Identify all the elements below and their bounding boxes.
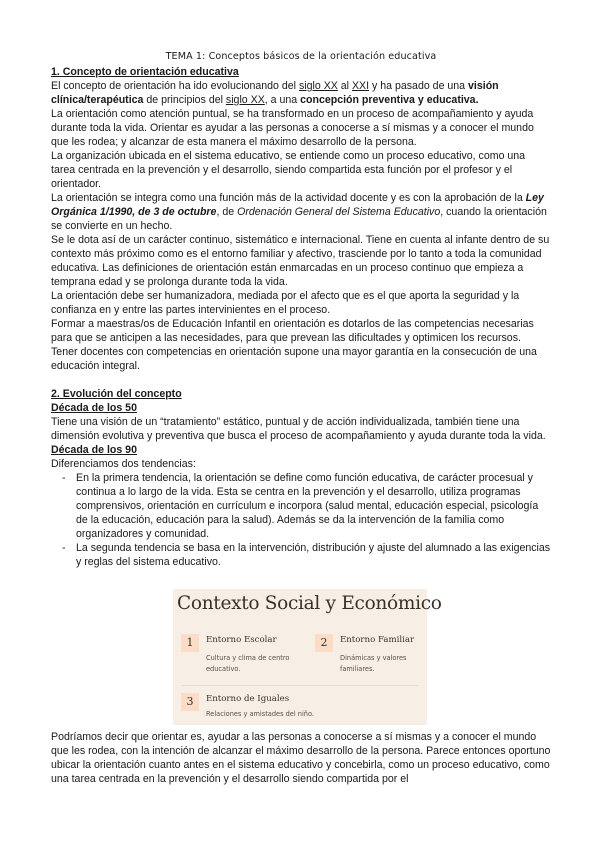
- closing-paragraph: Podríamos decir que orientar es, ayudar a las personas a conocerse a sí mismas y a conocer el mundo que les rodea, con la intención de alcanzar el máximo desarrollo de la persona. Parece entonces oportuno ubicar la orientación cuanto antes en el sistema educativo y concebirla, como un proceso educativo, como una tarea centrada en la prevención y el desarrollo siendo compartida por el: [51, 731, 551, 785]
- tendencies-list: [51, 471, 551, 569]
- figure-item-desc: Relaciones y amistades del niño.: [206, 710, 314, 718]
- paragraph-teacher-training: Formar a maestras/os de Educación Infantil en orientación es dotarlos de las competencias necesarias para que se anticipen a las necesidades, para que prevean las dificultades y optimicen los recursos.: [51, 318, 534, 344]
- context-figure: [173, 589, 442, 725]
- decade-90-heading: Década de los 90: [51, 444, 137, 456]
- paragraph-organization: La organización ubicada en el sistema educativo, se entiende como un proceso educativo, como una tarea centrada en la prevención y el desarrollo, siendo compartida esta función por el profesor y el orientador.: [51, 150, 526, 190]
- section-1-heading: 1. Concepto de orientación educativa: [51, 66, 239, 78]
- figure-item-title: Entorno de Iguales: [206, 694, 290, 704]
- figure-number-badge: 2: [315, 634, 333, 652]
- list-item: - En la primera tendencia, la orientación se define como función educativa, de carácter procesual y continua a lo largo de la vida. Esta se centra en la prevención y el desarrollo, utiliza programas comprensivos, orientación en currículum e incorpora (salud mental, educación especial, psicología de la educación, educación para la salud). Además se da la intervención de la familia como organizadores y comunidad.: [62, 472, 539, 540]
- document-page: [51, 50, 551, 569]
- figure-item-title: Entorno Familiar: [340, 635, 415, 645]
- document-title: TEMA 1: Conceptos básicos de la orientación educativa: [165, 51, 437, 62]
- figure-number-badge: 1: [181, 634, 199, 652]
- figure-title: Contexto Social y Económico: [177, 593, 442, 614]
- paragraph-continuous: Se le dota así de un carácter continuo, sistemático e internacional. Tiene en cuenta al infante dentro de su contexto más próximo como es el entorno familiar y afectivo, trasciende por lo tanto a toda la comunidad educativa. Las definiciones de orientación están enmarcadas en un proceso continuo que empieza a temprana edad y se prolonga durante toda la vida.: [51, 234, 550, 288]
- paragraph-concept-evolution: El concepto de orientación ha ido evolucionando del siglo XX al XXI y ha pasado de una visión clínica/terapéutica de principios del siglo XX, a una concepción preventiva y educativa.: [51, 80, 499, 106]
- decade-50-text: Tiene una visión de un “tratamiento” estático, puntual y de acción individualizada, también tiene una dimensión evolutiva y preventiva que busca el proceso de acompañamiento y ayuda durante toda la vida.: [51, 416, 546, 442]
- figure-item-desc: Cultura y clima de centro educativo.: [206, 654, 290, 673]
- paragraph-law: La orientación se integra como una función más de la actividad docente y es con la aprobación de la Ley Orgánica 1/1990, de 3 de octubre, de Ordenación General del Sistema Educativo, cuando la orientación se convierte en un hecho.: [51, 192, 547, 232]
- section-2-heading: 2. Evolución del concepto: [51, 388, 182, 400]
- paragraph-integral-education: Tener docentes con competencias en orientación supone una mayor garantía en la consecución de una educación integral.: [51, 346, 537, 372]
- figure-number-badge: 3: [181, 693, 199, 711]
- figure-divider: [181, 685, 419, 686]
- decade-50-heading: Década de los 50: [51, 402, 137, 414]
- spacer: [51, 373, 551, 387]
- paragraph-accompaniment: La orientación como atención puntual, se ha transformado en un proceso de acompañamiento y ayuda durante toda la vida. Orientar es ayudar a las personas a conocerse a sí mismas y a conocer el mundo que les rodea; y alcanzar de esta manera el máximo desarrollo de la persona.: [51, 108, 534, 148]
- decade-90-intro: Diferenciamos dos tendencias:: [51, 458, 196, 470]
- paragraph-humanizing: La orientación debe ser humanizadora, mediada por el afecto que es el que aporta la seguridad y la confianza en y entre las partes intervinientes en el proceso.: [51, 290, 520, 316]
- list-item: - La segunda tendencia se basa en la intervención, distribución y ajuste del alumnado a las exigencias y reglas del sistema educativo.: [62, 542, 551, 568]
- figure-item-desc: Dinámicas y valores familiares.: [340, 654, 407, 673]
- figure-item-title: Entorno Escolar: [206, 635, 277, 645]
